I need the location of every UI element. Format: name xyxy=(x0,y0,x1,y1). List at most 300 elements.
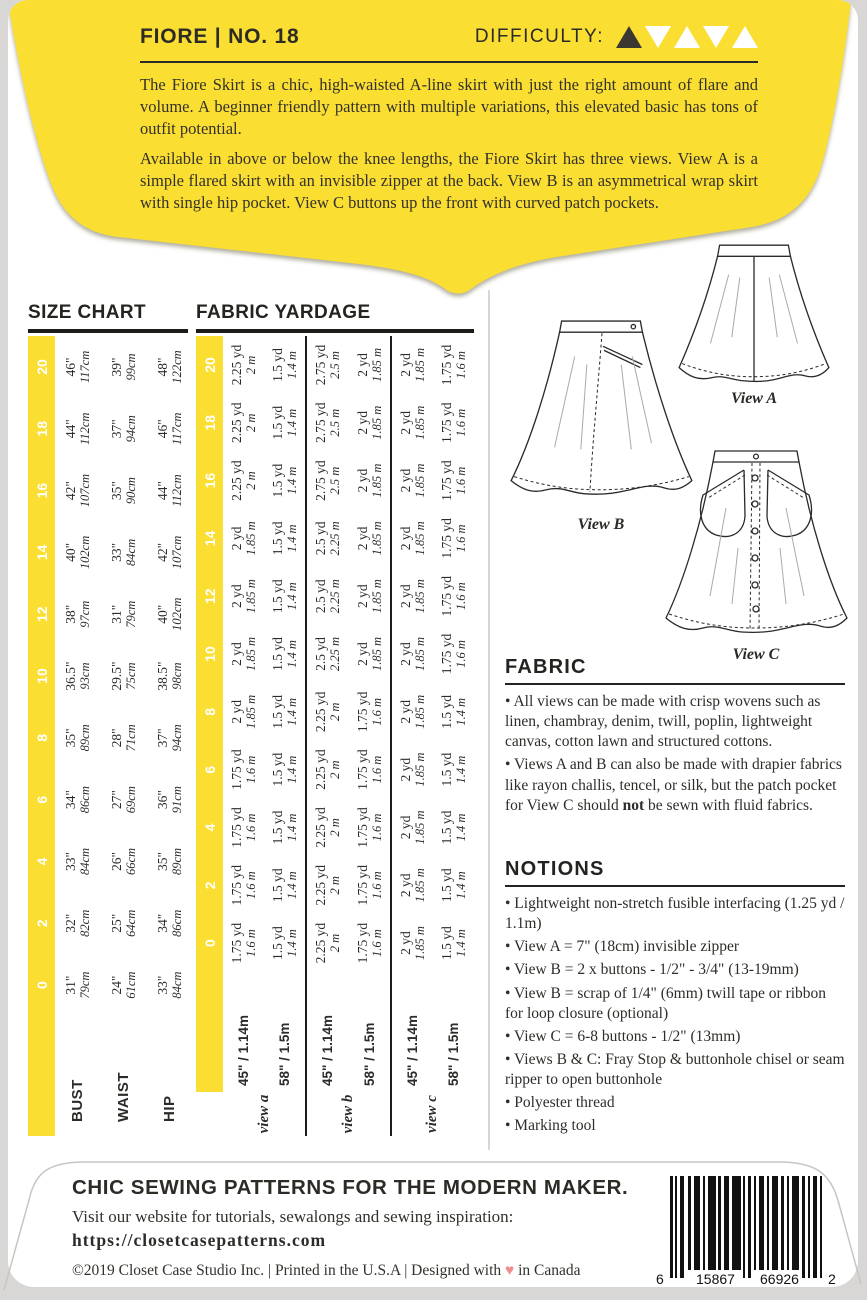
yardage-yd: 1.5 yd xyxy=(270,868,286,903)
yardage-yd: 2.25 yd xyxy=(229,402,245,444)
yardage-yd: 2 yd xyxy=(354,584,370,609)
measure-cell xyxy=(55,769,101,831)
yardage-cell xyxy=(392,799,433,857)
yardage-cell xyxy=(307,452,348,510)
measure-cm: 75cm xyxy=(124,662,139,690)
measure-cell xyxy=(146,645,192,707)
yardage-yd: 2 yd xyxy=(354,526,370,551)
yardage-yd: 2.25 yd xyxy=(313,865,329,906)
notions-bullet: • View B = 2 x buttons - 1/2" - 3/4" (13-19mm) xyxy=(505,961,799,979)
measure-in: 46" xyxy=(63,357,79,377)
measure-cell xyxy=(101,645,147,707)
yardage-m: 1.6 m xyxy=(453,466,468,495)
measure-cm: 89cm xyxy=(169,847,184,876)
footer-tagline: CHIC SEWING PATTERNS FOR THE MODERN MAKER. xyxy=(72,1176,629,1199)
yardage-yd: 2 yd xyxy=(397,642,413,666)
yardage-yd: 1.75 yd xyxy=(229,749,245,790)
measure-cm: 66cm xyxy=(124,847,139,876)
yardage-m: 1.85 m xyxy=(412,694,427,729)
yardage-row xyxy=(392,336,433,1092)
yardage-yd: 1.5 yd xyxy=(270,405,286,440)
difficulty-triangle-dark-up xyxy=(616,26,642,48)
measure-in: 35" xyxy=(63,728,79,748)
yardage-cell xyxy=(264,799,305,857)
size-chart-row xyxy=(55,336,101,1136)
size-col-header: 6 xyxy=(28,769,55,831)
measure-cm: 86cm xyxy=(78,786,93,814)
yardage-m: 1.4 m xyxy=(285,351,300,379)
yardage-cell xyxy=(264,567,305,625)
yardage-cell xyxy=(392,741,433,799)
measure-cm: 84cm xyxy=(78,847,93,876)
yardage-cell xyxy=(307,336,348,394)
fabric-yardage-title: FABRIC YARDAGE xyxy=(196,302,371,323)
measure-in: 26" xyxy=(108,851,124,871)
notions-bullet-list xyxy=(505,894,847,1140)
yardage-cell xyxy=(264,336,305,394)
fabric-yardage-table-rotated xyxy=(196,336,474,1136)
yardage-m: 1.85 m xyxy=(412,405,427,440)
yardage-yd: 2.25 yd xyxy=(229,460,245,501)
yardage-row xyxy=(223,336,264,1092)
size-chart-row xyxy=(101,336,147,1136)
yardage-m: 2.5 m xyxy=(328,351,343,379)
yardage-cell xyxy=(223,510,264,568)
yardage-cell xyxy=(349,683,390,741)
measure-in: 25" xyxy=(108,913,124,933)
measure-in: 34" xyxy=(154,913,170,933)
yardage-yd: 1.5 yd xyxy=(270,694,286,729)
measure-cell xyxy=(55,460,101,522)
yardage-m: 2.25 m xyxy=(328,579,343,614)
yardage-yd: 2.75 yd xyxy=(313,402,329,444)
yardage-yd: 1.5 yd xyxy=(270,752,286,787)
measure-cell xyxy=(101,460,147,522)
size-chart-title: SIZE CHART xyxy=(28,302,146,323)
measure-cm: 71cm xyxy=(124,724,139,752)
measure-cell xyxy=(55,583,101,645)
size-col-header: 0 xyxy=(28,954,55,1016)
yardage-yd: 2 yd xyxy=(354,410,370,435)
header-rule xyxy=(140,61,758,63)
yardage-yd: 2 yd xyxy=(354,468,370,493)
yardage-m: 2.5 m xyxy=(328,408,343,437)
yardage-width-label: 45" / 1.14m xyxy=(320,1015,336,1086)
yardage-m: 1.85 m xyxy=(412,752,427,787)
notions-section-title: NOTIONS xyxy=(505,858,605,880)
yardage-m: 1.6 m xyxy=(244,755,259,784)
measure-in: 37" xyxy=(154,728,170,748)
barcode-digits-right: 66926 xyxy=(760,1271,799,1286)
intro-paragraph-1: The Fiore Skirt is a chic, high-waisted A-line skirt with just the right amount of flare and volume. A beginner friendly pattern with multiple variations, this elevated basic has tons of outfit potential. xyxy=(140,75,758,138)
yardage-cell xyxy=(349,856,390,914)
yardage-m: 2 m xyxy=(328,876,343,895)
measure-cell xyxy=(55,645,101,707)
yardage-yd: 1.75 yd xyxy=(229,807,245,848)
measure-cm: 64cm xyxy=(124,909,139,937)
yardage-cell xyxy=(264,856,305,914)
measure-cm: 79cm xyxy=(78,971,93,999)
yardage-cell xyxy=(307,510,348,568)
yardage-yd: 1.75 yd xyxy=(229,922,245,964)
yardage-m: 1.4 m xyxy=(285,755,300,784)
size-col-header: 18 xyxy=(28,398,55,460)
yardage-cell xyxy=(307,741,348,799)
measure-in: 27" xyxy=(108,790,124,810)
yardage-cell xyxy=(264,683,305,741)
yardage-group-view-c xyxy=(390,336,474,1136)
yardage-cell xyxy=(392,394,433,452)
yardage-yd: 2.5 yd xyxy=(313,637,329,671)
yardage-cell xyxy=(223,452,264,510)
yardage-cell xyxy=(349,336,390,394)
yardage-yd: 2.75 yd xyxy=(313,460,329,501)
yardage-cell xyxy=(223,856,264,914)
measure-cell xyxy=(101,522,147,584)
yardage-yd: 2.5 yd xyxy=(313,579,329,614)
yardage-cell xyxy=(392,336,433,394)
yardage-size-col-header: 2 xyxy=(196,856,223,914)
yardage-m: 1.6 m xyxy=(453,408,468,437)
yardage-yd: 2 yd xyxy=(397,815,413,840)
view-c-caption: View C xyxy=(732,646,780,663)
measure-cm: 97cm xyxy=(78,600,93,628)
yardage-yd: 2.25 yd xyxy=(313,922,329,964)
measure-in: 33" xyxy=(108,542,124,562)
yardage-yd: 2 yd xyxy=(229,642,245,666)
notions-bullet: • Views B & C: Fray Stop & buttonhole chisel or seam ripper to open buttonhole xyxy=(505,1050,845,1089)
yardage-m: 1.85 m xyxy=(412,868,427,903)
difficulty-triangle-light-down xyxy=(645,26,671,48)
measure-cm: 69cm xyxy=(124,786,139,814)
yardage-cell xyxy=(433,336,474,394)
measure-cell xyxy=(101,583,147,645)
yardage-m: 2.25 m xyxy=(328,637,343,672)
yardage-yd: 1.75 yd xyxy=(438,575,454,617)
yardage-group-rows xyxy=(392,336,474,1092)
yardage-cell xyxy=(264,394,305,452)
yardage-width-label: 45" / 1.14m xyxy=(236,1015,252,1086)
barcode-digits-left: 15867 xyxy=(696,1271,735,1286)
yardage-yd: 1.75 yd xyxy=(229,865,245,906)
notions-section-rule xyxy=(505,885,845,887)
yardage-yd: 2 yd xyxy=(397,410,413,435)
measure-label: BUST xyxy=(69,1079,87,1122)
difficulty-label: DIFFICULTY: xyxy=(474,26,604,47)
yardage-m: 1.85 m xyxy=(369,405,384,440)
yardage-cell xyxy=(349,567,390,625)
yardage-cell xyxy=(264,452,305,510)
measure-in: 32" xyxy=(63,913,79,933)
view-b-caption: View B xyxy=(577,516,625,533)
yardage-m: 1.85 m xyxy=(412,926,427,961)
yardage-row xyxy=(349,336,390,1092)
yardage-yd: 2 yd xyxy=(354,642,370,666)
yardage-m: 1.4 m xyxy=(285,929,300,957)
yardage-cell xyxy=(349,452,390,510)
fabric-bullet-list xyxy=(505,692,847,819)
notions-bullet: • View A = 7" (18cm) invisible zipper xyxy=(505,938,740,956)
yardage-yd: 2.75 yd xyxy=(313,344,329,386)
yardage-cell xyxy=(433,856,474,914)
yardage-header-spacer xyxy=(196,972,223,1092)
yardage-yd: 1.5 yd xyxy=(438,810,454,845)
pattern-title: FIORE | NO. 18 xyxy=(140,25,300,48)
yardage-cell xyxy=(433,683,474,741)
yardage-yd: 1.75 yd xyxy=(438,633,454,675)
yardage-m: 1.85 m xyxy=(244,637,259,672)
notions-bullet: • Lightweight non-stretch fusible interfacing (1.25 yd / 1.1m) xyxy=(505,895,845,933)
yardage-cell xyxy=(392,625,433,683)
yardage-group-view-a xyxy=(223,336,305,1136)
footer-visit-text: Visit our website for tutorials, sewalongs and sewing inspiration: xyxy=(72,1207,514,1226)
yardage-yd: 2 yd xyxy=(397,757,413,782)
copyright-text: ©2019 Closet Case Studio Inc. | Printed in the U.S.A | Designed with xyxy=(72,1262,502,1279)
yardage-width-label: 58" / 1.5m xyxy=(277,1022,293,1086)
measure-cell xyxy=(55,954,101,1016)
yardage-yd: 2 yd xyxy=(397,468,413,493)
yardage-m: 1.6 m xyxy=(369,871,384,900)
yardage-m: 1.6 m xyxy=(369,929,384,957)
measure-cell xyxy=(146,336,192,398)
measure-in: 36" xyxy=(154,790,170,810)
yardage-cell xyxy=(433,625,474,683)
yardage-m: 1.85 m xyxy=(369,579,384,614)
copyright-text-end: in Canada xyxy=(518,1262,581,1279)
yardage-cell xyxy=(349,799,390,857)
yardage-yd: 2.25 yd xyxy=(313,749,329,790)
measure-cm: 94cm xyxy=(169,724,184,752)
yardage-m: 1.4 m xyxy=(453,755,468,784)
yardage-size-col-header: 12 xyxy=(196,567,223,625)
yardage-m: 1.6 m xyxy=(369,813,384,842)
yardage-yd: 1.5 yd xyxy=(438,926,454,960)
yardage-m: 1.4 m xyxy=(285,871,300,900)
measure-in: 48" xyxy=(154,357,170,377)
yardage-yd: 2.25 yd xyxy=(313,807,329,848)
yardage-yd: 1.5 yd xyxy=(270,348,286,382)
yardage-m: 2.25 m xyxy=(328,521,343,556)
yardage-yd: 2 yd xyxy=(397,584,413,609)
size-chart-row xyxy=(146,336,192,1136)
measure-in: 46" xyxy=(154,419,170,439)
measure-cell xyxy=(146,831,192,893)
yardage-m: 2 m xyxy=(328,760,343,779)
barcode-digit-1: 6 xyxy=(656,1271,664,1286)
measure-in: 35" xyxy=(154,851,170,871)
measure-in: 39" xyxy=(108,357,124,377)
barcode-digit-last: 2 xyxy=(828,1271,836,1286)
yardage-row xyxy=(264,336,305,1092)
yardage-row xyxy=(307,336,348,1092)
notions-bullet: • View B = scrap of 1/4" (6mm) twill tape or ribbon for loop closure (optional) xyxy=(505,984,827,1022)
measure-cell xyxy=(101,954,147,1016)
yardage-m: 2 m xyxy=(328,933,343,953)
measure-cell xyxy=(101,892,147,954)
intro-paragraphs xyxy=(140,74,758,223)
measure-in: 40" xyxy=(63,542,79,562)
yardage-yd: 1.75 yd xyxy=(438,518,454,559)
yardage-m: 1.85 m xyxy=(412,810,427,845)
yardage-width-label: 58" / 1.5m xyxy=(445,1022,461,1086)
size-col-header: 10 xyxy=(28,645,55,707)
header xyxy=(140,25,758,49)
fabric-bullet: • All views can be made with crisp wovens such as linen, chambray, denim, twill, poplin, lightweight canvas, cotton lawn and structured cottons. xyxy=(505,693,821,751)
measure-in: 24" xyxy=(108,975,124,995)
measure-cm: 89cm xyxy=(78,724,93,752)
measure-cm: 117cm xyxy=(169,412,184,445)
measure-cell xyxy=(55,707,101,769)
yardage-width-label: 45" / 1.14m xyxy=(404,1015,420,1086)
measure-cm: 93cm xyxy=(78,662,93,690)
measure-cell xyxy=(101,398,147,460)
yardage-cell xyxy=(349,510,390,568)
footer-website-link[interactable]: https://closetcasepatterns.com xyxy=(72,1230,327,1250)
yardage-cell xyxy=(264,510,305,568)
measure-cm: 91cm xyxy=(169,786,184,814)
yardage-yd: 2 yd xyxy=(397,931,413,955)
fabric-section-title: FABRIC xyxy=(505,656,587,678)
yardage-cell xyxy=(392,856,433,914)
yardage-m: 1.4 m xyxy=(285,466,300,495)
fabric-section-rule xyxy=(505,683,845,685)
yardage-m: 2 m xyxy=(244,355,259,375)
yardage-cell xyxy=(223,394,264,452)
yardage-group-rows xyxy=(223,336,305,1092)
measure-cm: 82cm xyxy=(78,909,93,937)
yardage-header-view-spacer xyxy=(196,1092,223,1136)
measure-in: 31" xyxy=(63,975,79,995)
yardage-m: 1.6 m xyxy=(369,697,384,726)
yardage-m: 1.85 m xyxy=(412,521,427,556)
yardage-yd: 1.5 yd xyxy=(270,521,286,556)
yardage-yd: 2 yd xyxy=(229,584,245,609)
measure-cell xyxy=(146,954,192,1016)
measure-cell xyxy=(101,707,147,769)
yardage-size-col-header: 6 xyxy=(196,741,223,799)
yardage-cell xyxy=(307,914,348,972)
yardage-yd: 2.25 yd xyxy=(229,344,245,386)
yardage-cell xyxy=(223,914,264,972)
yardage-m: 1.6 m xyxy=(453,524,468,553)
yardage-m: 1.6 m xyxy=(244,871,259,900)
yardage-cell xyxy=(307,625,348,683)
yardage-width-label: 58" / 1.5m xyxy=(361,1022,377,1086)
yardage-m: 2 m xyxy=(244,413,259,432)
difficulty-triangles-icon xyxy=(616,26,758,48)
yardage-m: 1.6 m xyxy=(453,351,468,379)
measure-label: HIP xyxy=(160,1095,178,1122)
yardage-yd: 2 yd xyxy=(229,526,245,551)
yardage-m: 1.85 m xyxy=(412,637,427,672)
measure-cell xyxy=(101,769,147,831)
measure-cell xyxy=(146,583,192,645)
yardage-m: 1.4 m xyxy=(453,871,468,900)
measure-cell xyxy=(146,522,192,584)
yardage-yd: 1.75 yd xyxy=(354,865,370,906)
measure-cm: 61cm xyxy=(124,971,139,999)
size-col-header: 8 xyxy=(28,707,55,769)
measure-in: 40" xyxy=(154,604,170,624)
yardage-m: 1.4 m xyxy=(453,697,468,726)
yardage-yd: 1.75 yd xyxy=(438,402,454,444)
yardage-m: 1.4 m xyxy=(453,813,468,842)
measure-in: 36.5" xyxy=(63,661,79,691)
yardage-yd: 1.75 yd xyxy=(438,344,454,386)
measure-cm: 99cm xyxy=(124,353,139,381)
yardage-m: 2 m xyxy=(328,702,343,722)
yardage-size-col-header: 14 xyxy=(196,510,223,568)
yardage-cell xyxy=(433,567,474,625)
yardage-view-label: view b xyxy=(339,1094,356,1134)
size-chart-header-spacer xyxy=(28,1016,55,1136)
yardage-size-col-header: 8 xyxy=(196,683,223,741)
yardage-cell xyxy=(392,452,433,510)
measure-in: 42" xyxy=(154,542,170,562)
yardage-m: 2.5 m xyxy=(328,466,343,495)
yardage-cell xyxy=(264,741,305,799)
measure-label: WAIST xyxy=(115,1072,132,1122)
yardage-yd: 2.25 yd xyxy=(313,691,329,733)
measure-in: 34" xyxy=(63,790,79,810)
measure-cell xyxy=(146,398,192,460)
yardage-yd: 2 yd xyxy=(397,526,413,551)
yardage-cell xyxy=(392,683,433,741)
size-chart-header-row xyxy=(28,336,55,1136)
measure-cell xyxy=(55,398,101,460)
measure-cm: 84cm xyxy=(124,538,139,566)
yardage-yd: 2.5 yd xyxy=(313,521,329,556)
measure-cm: 117cm xyxy=(78,350,93,384)
yardage-cell xyxy=(223,625,264,683)
yardage-groups xyxy=(223,336,474,1136)
yardage-m: 1.4 m xyxy=(285,813,300,842)
yardage-cell xyxy=(433,799,474,857)
size-col-header: 4 xyxy=(28,831,55,893)
yardage-size-col-header: 18 xyxy=(196,394,223,452)
yardage-cell xyxy=(349,914,390,972)
yardage-cell xyxy=(307,394,348,452)
measure-cm: 94cm xyxy=(124,415,139,443)
yardage-cell xyxy=(307,856,348,914)
measure-cell xyxy=(101,831,147,893)
measure-cell xyxy=(146,707,192,769)
measure-cell xyxy=(101,336,147,398)
yardage-cell xyxy=(307,567,348,625)
size-col-header: 12 xyxy=(28,583,55,645)
yardage-cell xyxy=(433,741,474,799)
size-chart-table-rotated xyxy=(28,336,192,1136)
yardage-m: 1.4 m xyxy=(453,929,468,957)
yardage-size-col-header: 10 xyxy=(196,625,223,683)
measure-in: 33" xyxy=(154,975,170,995)
yardage-cell xyxy=(349,394,390,452)
view-c-skirt-illustration xyxy=(656,446,856,646)
measure-cm: 112cm xyxy=(169,474,184,507)
measure-cell xyxy=(55,831,101,893)
yardage-m: 1.85 m xyxy=(369,347,384,382)
size-chart-table xyxy=(28,336,192,1136)
yardage-m: 1.85 m xyxy=(412,463,427,498)
yardage-m: 1.85 m xyxy=(412,579,427,614)
yardage-cell xyxy=(433,914,474,972)
yardage-m: 1.85 m xyxy=(412,347,427,382)
yardage-m: 1.4 m xyxy=(285,697,300,726)
yardage-m: 1.85 m xyxy=(369,521,384,556)
measure-in: 38" xyxy=(63,604,79,624)
yardage-yd: 2 yd xyxy=(397,873,413,898)
yardage-yd: 2 yd xyxy=(397,353,413,377)
